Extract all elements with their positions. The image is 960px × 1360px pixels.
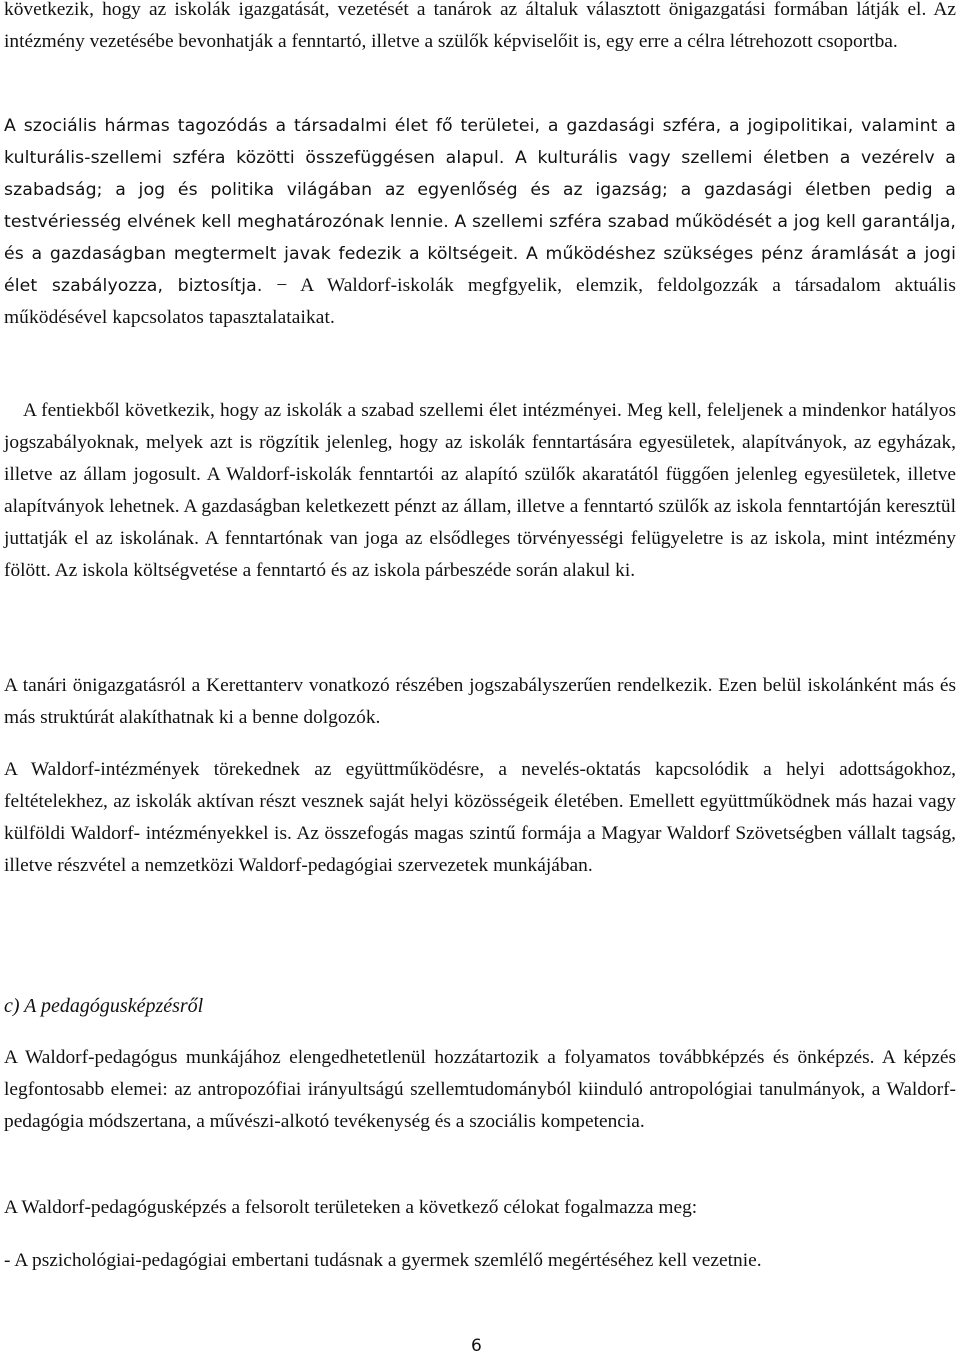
paragraph-social-threefold-tail: − A Waldorf-iskolák megfgyelik, elemzik, feldolgozzák a társadalom aktuális működésével kapcsolatos tapasztalataikat.: [4, 275, 956, 328]
paragraph-teacher-self-governance: A tanári önigazgatásról a Kerettanterv vonatkozó részében jogszabályszerűen rendelkezik. Ezen belül iskolánként más és más struktúrát alakíthatnak ki a benne dolgozók.: [4, 675, 956, 728]
section-heading: c) A pedagógusképzésről: [4, 995, 204, 1017]
page-number: 6: [471, 1336, 482, 1356]
list-item-goal: - A pszichológiai-pedagógiai embertani tudásnak a gyermek szemlélő megértéséhez kell vezetnie.: [4, 1250, 762, 1271]
paragraph-social-threefold-main: A szociális hármas tagozódás a társadalmi élet fő területei, a gazdasági szféra, a jogipolitikai, valamint a kulturális-szellemi szféra közötti összefüggésen alapul. A kulturális vagy szellemi életben a vezérelv a szabadság; a jog és politika világában az egyenlőség és az igazság; a gazdasági életben pedig a testvériesség elvének kell meghatározónak lennie. A szellemi szféra szabad működését a jog kell garantálja, és a gazdaságban megtermelt javak fedezik a költségeit. A működéshez szükséges pénz áramlását a jogi élet szabályozza, biztosítja.: [4, 116, 956, 296]
paragraph-cooperation: A Waldorf-intézmények törekednek az együttműködésre, a nevelés-oktatás kapcsolódik a helyi adottságokhoz, feltételekhez, az iskolák aktívan részt vesznek saját helyi közösségeik életében. Emellett együttműködnek más hazai vagy külföldi Waldorf- intézményekkel is. Az összefogás magas szintű formája a Magyar Waldorf Szövetségben vállalt tagság, illetve részvétel a nemzetközi Waldorf-pedagógiai szervezetek munkájában.: [4, 759, 956, 876]
paragraph-training-goals: A Waldorf-pedagógusképzés a felsorolt területeken a következő célokat fogalmazza meg:: [4, 1197, 698, 1218]
paragraph-social-threefold: [4, 110, 956, 334]
paragraph-free-spiritual-life: A fentiekből következik, hogy az iskolák a szabad szellemi élet intézményei. Meg kell, feleljenek a mindenkor hatályos jogszabályoknak, melyek azt is rögzítik jelenleg, hogy az iskolák fenntartására egyesületek, alapítványok, az egyházak, illetve az állam jogosult. A Waldorf-iskolák fenntartói az alapító szülők akaratától függően jelenleg egyesületek, illetve alapítványok lehetnek. A gazdaságban keletkezett pénzt az állam, illetve a fenntartó szülők az iskola fenntartóján keresztül juttatják el az iskolának. A fenntartónak van joga az elsődleges törvényességi felügyeletre is az iskola, mint intézmény fölött. Az iskola költségvetése a fenntartó és az iskola párbeszéde során alakul ki.: [4, 400, 956, 581]
paragraph-teacher-training: A Waldorf-pedagógus munkájához elengedhetetlenül hozzátartozik a folyamatos továbbképzés és önképzés. A képzés legfontosabb elemei: az antropozófiai irányultságú szellemtudományból kiinduló antropológiai tanulmányok, a Waldorf-pedagógia módszertana, a művészi-alkotó tevékenység és a szociális kompetencia.: [4, 1047, 956, 1132]
paragraph-school-management: következik, hogy az iskolák igazgatását, vezetését a tanárok az általuk választott önigazgatási formában látják el. Az intézmény vezetésébe bevonhatják a fenntartó, illetve a szülők képviselőit is, egy erre a célra létrehozott csoportba.: [4, 0, 956, 52]
